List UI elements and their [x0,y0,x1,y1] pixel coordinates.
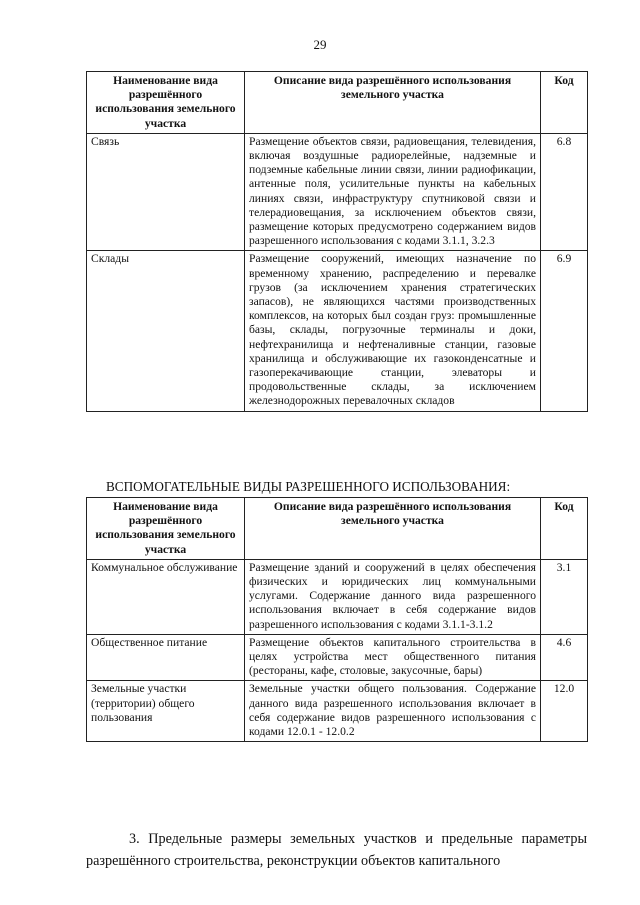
use-name: Коммунальное обслуживание [87,559,245,634]
table-row [87,133,588,251]
use-description: Земельные участки общего пользования. Содержание данного вида разрешенного использования включает в себя содержание видов разрешенного использования с кодами 12.0.1 - 12.0.2 [245,681,541,742]
page-number: 29 [313,37,327,52]
use-description: Размещение сооружений, имеющих назначение по временному хранению, распределению и перевалке грузов (за исключением хранения стратегических запасов), не являющихся частями производственных комплексов, на которых был создан груз: промышленные базы, склады, погрузочные терминалы и доки, нефтехранилища и нефтеналивные станции, газовые хранилища и обслуживающие их газоконденсатные и газоперекачивающие станции, элеваторы и продовольственные склады, за исключением железнодорожных перевалочных складов [245,251,541,411]
use-code: 6.9 [541,251,588,411]
use-code: 6.8 [541,133,588,251]
table-row [87,681,588,742]
use-name: Общественное питание [87,634,245,681]
use-code: 4.6 [541,634,588,681]
header-name: Наименование вида разрешённого использования земельного участка [87,72,245,134]
use-name: Связь [87,133,245,251]
body-paragraph: 3. Предельные размеры земельных участков и предельные параметры разрешённого строительства, реконструкции объектов капитального [86,831,587,869]
header-description: Описание вида разрешённого использования земельного участка [245,72,541,134]
aux-use-table [86,497,588,742]
header-description: Описание вида разрешённого использования земельного участка [245,498,541,560]
use-description: Размещение объектов связи, радиовещания, телевидения, включая воздушные радиорелейные, надземные и подземные кабельные линии связи, линии радиофикации, антенные поля, усилительные пункты на кабельных линиях связи, инфраструктуру спутниковой связи и телерадиовещания, за исключением объектов связи, размещение которых предусмотрено содержанием видов разрешенного использования с кодами 3.1.1, 3.2.3 [245,133,541,251]
table-row [87,251,588,411]
use-description: Размещение зданий и сооружений в целях обеспечения физических и юридических лиц коммунальными услугами. Содержание данного вида разрешенного использования включает в себя содержание видов разрешенного использования с кодами 3.1.1-3.1.2 [245,559,541,634]
aux-section-heading: ВСПОМОГАТЕЛЬНЫЕ ВИДЫ РАЗРЕШЕННОГО ИСПОЛЬЗОВАНИЯ: [106,479,511,494]
table-row [87,634,588,681]
header-name: Наименование вида разрешённого использования земельного участка [87,498,245,560]
table-header-row [87,498,588,560]
use-code: 12.0 [541,681,588,742]
header-code: Код [541,498,588,560]
use-description: Размещение объектов капитального строительства в целях устройства мест общественного питания (рестораны, кафе, столовые, закусочные, бары) [245,634,541,681]
use-name: Склады [87,251,245,411]
table-row [87,559,588,634]
header-code: Код [541,72,588,134]
use-code: 3.1 [541,559,588,634]
use-name: Земельные участки (территории) общего пользования [87,681,245,742]
table-header-row [87,72,588,134]
main-use-table [86,71,588,412]
